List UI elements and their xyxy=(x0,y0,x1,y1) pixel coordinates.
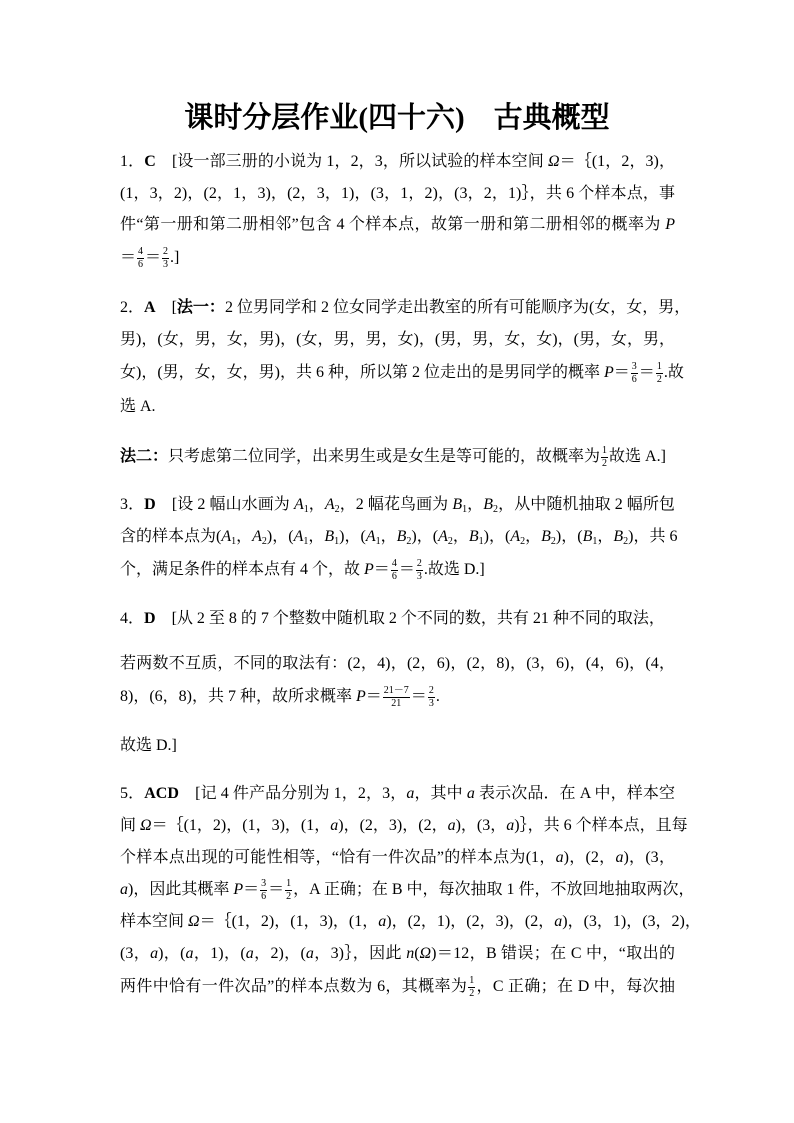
fraction-numerator: 4 xyxy=(138,245,144,257)
text-run: ， xyxy=(380,528,397,545)
text-run: 个，满足条件的样本点有 4 个，故 xyxy=(120,561,365,578)
text-run: ＝ xyxy=(373,561,390,578)
fraction-numerator: 1 xyxy=(602,444,608,456)
math-variable: a xyxy=(406,785,415,802)
bold-run: A xyxy=(144,299,156,316)
text-line xyxy=(120,493,675,517)
text-run: 间 xyxy=(120,817,141,834)
fraction xyxy=(601,446,608,469)
text-run: )，(3， xyxy=(623,849,675,866)
text-run: [从 2 至 8 的 7 个整数中随机取 2 个不同的数，共有 21 种不同的取法， xyxy=(155,610,665,627)
fraction xyxy=(285,879,292,902)
text-line xyxy=(120,360,684,385)
subscript: 2 xyxy=(550,536,556,547)
fraction-denominator: 2 xyxy=(602,457,608,469)
text-line xyxy=(120,182,675,206)
fraction-numerator: 1 xyxy=(469,974,475,986)
text-run: ， xyxy=(452,528,469,545)
math-variable: A xyxy=(293,496,304,513)
subscript: 2 xyxy=(447,536,453,547)
fraction-denominator: 6 xyxy=(391,570,397,582)
math-variable: P xyxy=(364,561,374,578)
math-variable: A xyxy=(438,528,448,545)
text-run: ，C 正确；在 D 中，每次抽 xyxy=(476,978,676,995)
text-run: 2． xyxy=(120,299,145,316)
text-run: 男)，(女，男，女，男)，(女，男，男，女)，(男，男，女，女)，(男，女，男， xyxy=(120,331,675,348)
bold-run: C xyxy=(144,153,156,170)
math-variable: B xyxy=(483,496,494,513)
math-variable: P xyxy=(233,881,244,898)
math-variable: a xyxy=(330,817,339,834)
text-run: )，( xyxy=(411,528,439,545)
fraction xyxy=(391,559,398,582)
text-line xyxy=(120,395,675,419)
math-variable: a xyxy=(305,945,314,962)
text-run: ，3)｝，因此 xyxy=(313,945,407,962)
fraction-numerator: 3 xyxy=(631,360,637,372)
text-line xyxy=(120,150,675,174)
fraction-denominator: 2 xyxy=(656,373,662,385)
text-line xyxy=(120,328,675,352)
text-line xyxy=(120,975,675,999)
text-run: 1． xyxy=(120,153,145,170)
text-run: (3， xyxy=(120,945,151,962)
text-run: 样本空间 xyxy=(120,913,189,930)
subscript: 1 xyxy=(303,504,309,515)
text-run: . xyxy=(435,688,440,705)
text-run: )｝，共 6 个样本点，且每 xyxy=(514,817,688,834)
fraction xyxy=(383,686,410,709)
text-run: )，(2，3)，(2， xyxy=(338,817,448,834)
math-variable: Ω xyxy=(547,153,560,170)
math-variable: P xyxy=(604,364,614,381)
fraction-denominator: 2 xyxy=(469,987,475,999)
math-variable: Ω xyxy=(188,913,200,930)
subscript: 1 xyxy=(231,536,237,547)
fraction-denominator: 6 xyxy=(261,890,267,902)
text-run: ， xyxy=(467,496,484,513)
math-variable: B xyxy=(582,528,593,545)
text-run: (1，3，2)，(2，1，3)，(2，3，1)，(3，1，2)，(3，2，1)｝，共 6 个样本点，事 xyxy=(120,185,675,202)
fraction-denominator: 3 xyxy=(163,258,169,270)
math-variable: P xyxy=(356,688,366,705)
text-run: )，( xyxy=(339,528,366,545)
math-variable: A xyxy=(365,528,376,545)
text-line xyxy=(120,814,688,838)
math-variable: B xyxy=(324,528,335,545)
text-run: )，( xyxy=(266,528,294,545)
text-line xyxy=(120,877,695,902)
math-variable: A xyxy=(324,496,335,513)
text-run: ， xyxy=(597,528,614,545)
math-variable: a xyxy=(506,817,515,834)
text-line xyxy=(120,652,675,676)
text-run: [记 4 件产品分别为 1，2，3， xyxy=(178,785,407,802)
text-run: ＝｛(1，2)，(1，3)，(1， xyxy=(151,817,331,834)
text-run: 女)，(男，女，女，男)，共 6 种，所以第 2 位走出的是男同学的概率 xyxy=(120,364,604,381)
text-run: 2 位男同学和 2 位女同学走出教室的所有可能顺序为(女，女，男， xyxy=(224,299,691,316)
text-run: 只考虑第二位同学，出来男生或是女生是等可能的，故概率为 xyxy=(168,448,601,465)
text-run: 8)，(6，8)，共 7 种，故所求概率 xyxy=(120,688,356,705)
text-run: ，其中 xyxy=(414,785,467,802)
text-run: ＝ xyxy=(365,688,382,705)
subscript: 2 xyxy=(406,536,412,547)
fraction-denominator: 2 xyxy=(286,890,292,902)
fraction xyxy=(468,976,475,999)
text-run: [ xyxy=(155,299,177,316)
text-line xyxy=(120,942,675,966)
text-run: ＝ xyxy=(268,881,285,898)
subscript: 2 xyxy=(334,504,340,515)
math-variable: Ω xyxy=(140,817,152,834)
text-run: ，从中随机抽取 2 幅所包 xyxy=(498,496,675,513)
text-run: )，(3， xyxy=(455,817,507,834)
math-variable: a xyxy=(120,881,128,898)
text-run: )＝12，B 错误；在 C 中，“取出的 xyxy=(431,945,675,962)
math-variable: P xyxy=(665,216,675,233)
math-variable: a xyxy=(555,849,564,866)
text-run: ， xyxy=(308,528,325,545)
page-title: 课时分层作业(四十六) 古典概型 xyxy=(184,102,610,134)
bold-run: D xyxy=(144,610,156,627)
text-line xyxy=(120,782,675,806)
fraction-denominator: 21 xyxy=(391,697,402,709)
text-run: 表示次品．在 A 中，样本空 xyxy=(474,785,675,802)
text-run: ＝ xyxy=(410,688,427,705)
subscript: 1 xyxy=(592,536,598,547)
text-run: ＝｛(1，2)，(1，3)，(1， xyxy=(199,913,379,930)
fraction-denominator: 6 xyxy=(631,373,637,385)
text-run: )，(2， xyxy=(563,849,616,866)
fraction xyxy=(428,686,435,709)
bold-run: 法一： xyxy=(176,299,225,316)
text-line xyxy=(120,445,675,469)
fraction-denominator: 3 xyxy=(428,697,434,709)
text-run: ， xyxy=(236,528,253,545)
math-variable: B xyxy=(396,528,407,545)
text-run: ，2)，( xyxy=(253,945,306,962)
fraction xyxy=(260,879,267,902)
fraction-denominator: 3 xyxy=(416,570,422,582)
text-line xyxy=(120,846,675,870)
text-run: ＝ xyxy=(398,561,415,578)
text-run: .] xyxy=(170,249,180,266)
fraction-numerator: 4 xyxy=(391,557,397,569)
math-variable: Ω xyxy=(419,945,432,962)
text-run: ， xyxy=(525,528,542,545)
bold-run: ACD xyxy=(144,785,179,802)
text-run: [设一部三册的小说为 1，2，3，所以试验的样本空间 xyxy=(155,153,548,170)
subscript: 1 xyxy=(462,504,468,515)
text-run: )，(3，1)，(3，2)， xyxy=(562,913,701,930)
bold-run: D xyxy=(144,496,156,513)
fraction-numerator: 1 xyxy=(656,360,662,372)
text-line xyxy=(120,213,675,237)
bold-run: 法二： xyxy=(120,448,169,465)
text-run: 若两数不互质，不同的取法有：(2，4)，(2，6)，(2，8)，(3，6)，(4，6)，(4， xyxy=(120,655,675,672)
math-variable: B xyxy=(452,496,463,513)
math-variable: A xyxy=(293,528,304,545)
subscript: 2 xyxy=(261,536,267,547)
fraction xyxy=(656,362,663,385)
fraction xyxy=(631,362,638,385)
subscript: 2 xyxy=(493,504,499,515)
fraction-denominator: 6 xyxy=(138,258,144,270)
subscript: 1 xyxy=(303,536,309,547)
text-run: ＝ xyxy=(243,881,260,898)
math-variable: B xyxy=(541,528,551,545)
math-variable: a xyxy=(245,945,254,962)
text-run: 3． xyxy=(120,496,145,513)
math-variable: A xyxy=(510,528,521,545)
text-run: ＝ xyxy=(638,364,655,381)
math-variable: B xyxy=(613,528,624,545)
text-run: )，因此其概率 xyxy=(128,881,234,898)
text-run: 故选 D.] xyxy=(120,737,177,754)
math-variable: a xyxy=(447,817,456,834)
text-run: )，共 6 xyxy=(628,528,678,545)
text-line xyxy=(120,607,675,631)
fraction-numerator: 21－7 xyxy=(383,684,409,696)
fraction xyxy=(162,247,169,270)
text-run: )，( xyxy=(158,945,186,962)
subscript: 2 xyxy=(623,536,629,547)
text-run: 4． xyxy=(120,610,145,627)
text-line xyxy=(120,246,675,270)
subscript: 1 xyxy=(478,536,484,547)
math-variable: a xyxy=(378,913,387,930)
text-line xyxy=(120,910,701,934)
text-run: 件“第一册和第二册相邻”包含 4 个样本点，故第一册和第二册相邻的概率为 xyxy=(120,216,666,233)
text-run: 5． xyxy=(120,785,145,802)
math-variable: a xyxy=(185,945,194,962)
text-line xyxy=(120,685,675,709)
text-run: ＝｛(1，2，3)， xyxy=(559,153,675,170)
fraction-numerator: 2 xyxy=(428,684,434,696)
text-run: ( xyxy=(414,945,420,962)
text-run: ，2 幅花鸟画为 xyxy=(339,496,453,513)
fraction-numerator: 3 xyxy=(261,877,267,889)
text-line xyxy=(120,558,675,582)
text-run: 含的样本点为( xyxy=(120,528,222,545)
text-run: .故 xyxy=(663,364,684,381)
text-line xyxy=(120,296,691,320)
fraction xyxy=(137,247,144,270)
subscript: 2 xyxy=(520,536,526,547)
math-variable: B xyxy=(468,528,479,545)
text-run: ＝ xyxy=(120,249,137,266)
subscript: 1 xyxy=(334,536,340,547)
subscript: 1 xyxy=(375,536,381,547)
text-run: 选 A. xyxy=(120,398,156,415)
text-run: [设 2 幅山水画为 xyxy=(155,496,294,513)
text-run: ＝ xyxy=(613,364,630,381)
math-variable: A xyxy=(252,528,262,545)
text-line xyxy=(120,734,675,758)
fraction xyxy=(416,559,423,582)
math-variable: n xyxy=(406,945,415,962)
fraction-numerator: 2 xyxy=(416,557,422,569)
fraction-numerator: 2 xyxy=(163,245,169,257)
text-run: .故选 D.] xyxy=(423,561,485,578)
text-run: )，(2，1)，(2，3)，(2， xyxy=(386,913,555,930)
text-run: )，( xyxy=(555,528,583,545)
math-variable: a xyxy=(615,849,624,866)
math-variable: a xyxy=(150,945,159,962)
text-run: )，( xyxy=(483,528,511,545)
text-line xyxy=(120,525,678,549)
math-variable: a xyxy=(554,913,563,930)
math-variable: A xyxy=(221,528,232,545)
text-run: 两件中恰有一件次品”的样本点数为 6，其概率为 xyxy=(120,978,468,995)
text-run: ，A 正确；在 B 中，每次抽取 1 件，不放回地抽取两次， xyxy=(293,881,695,898)
fraction-numerator: 1 xyxy=(286,877,292,889)
text-run: 个样本点出现的可能性相等，“恰有一件次品”的样本点为(1， xyxy=(120,849,556,866)
text-run: ＝ xyxy=(145,249,162,266)
text-run: ， xyxy=(308,496,325,513)
text-run: 故选 A.] xyxy=(609,448,666,465)
math-variable: a xyxy=(466,785,475,802)
text-run: ，1)，( xyxy=(193,945,246,962)
